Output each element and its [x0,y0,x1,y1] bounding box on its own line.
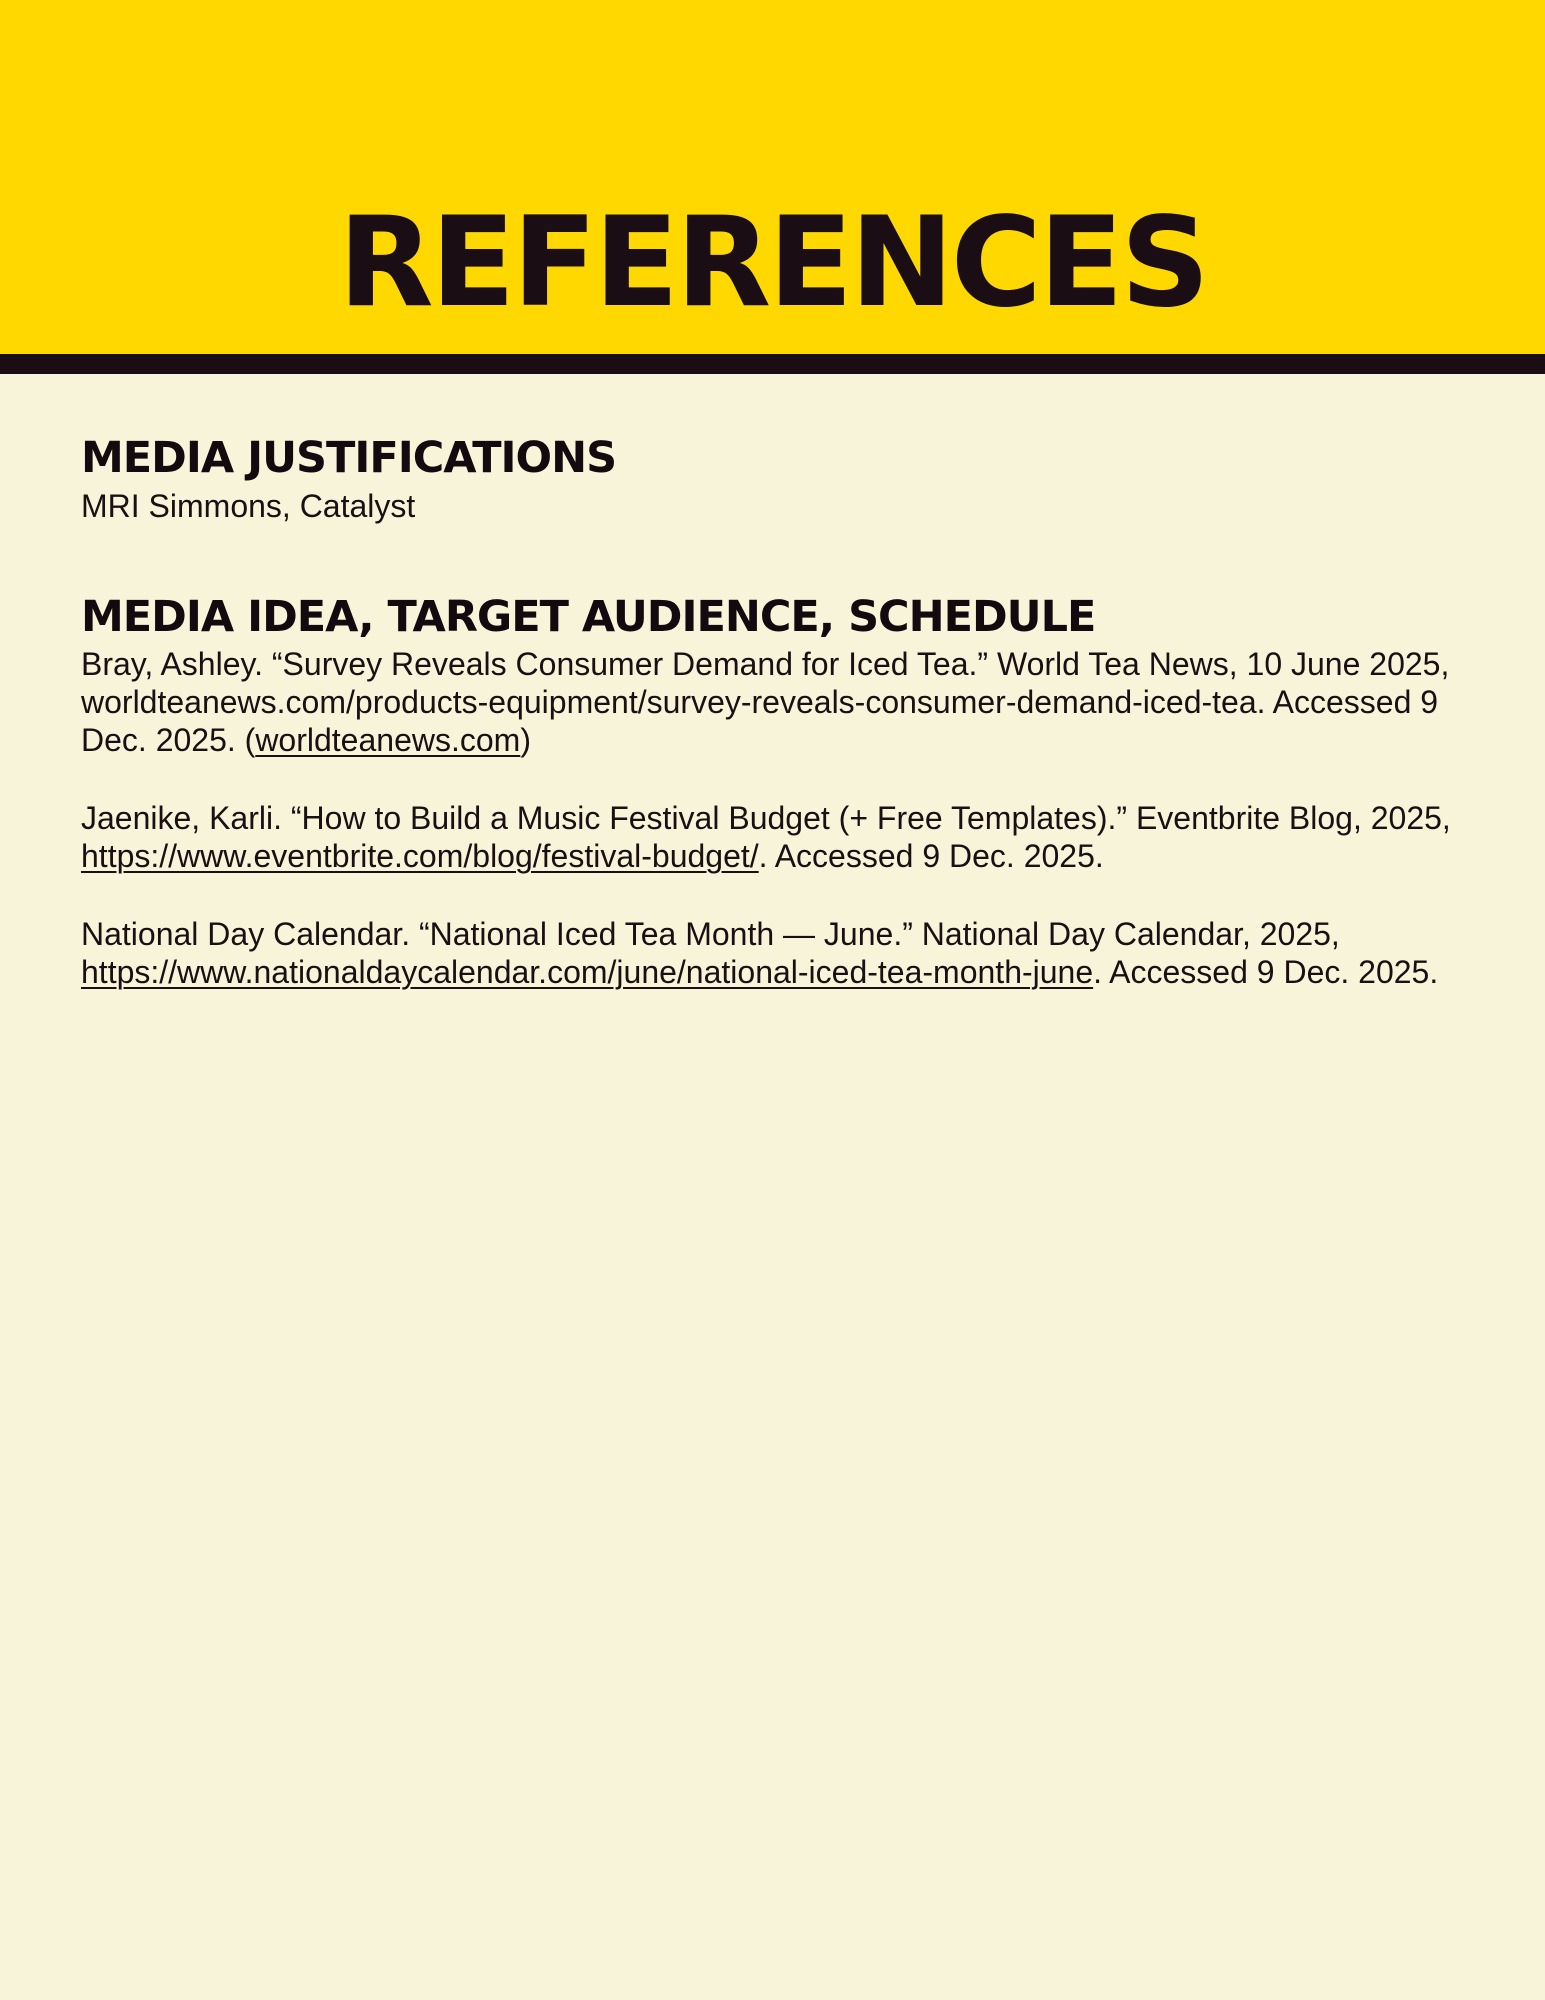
source-text: MRI Simmons, Catalyst [81,488,416,524]
reference-text: ) [520,722,531,758]
reference-text: Jaenike, Karli. “How to Build a Music Festival Budget (+ Free Templates).” Eventbrite Blog, 2025, [81,800,1451,836]
header-divider [0,354,1545,374]
reference-text: . Accessed 9 Dec. 2025. [758,838,1104,874]
reference-text: . Accessed 9 Dec. 2025. [1093,954,1439,990]
section-heading: MEDIA JUSTIFICATIONS [81,433,617,483]
reference-link[interactable]: worldteanews.com [255,722,521,758]
reference-link[interactable]: https://www.nationaldaycalendar.com/june/national-iced-tea-month-june [81,954,1094,990]
reference-entry [81,645,1481,759]
media-justifications-section [81,430,1481,526]
reference-entry [81,799,1481,875]
reference-text: Bray, Ashley. “Survey Reveals Consumer Demand for Iced Tea.” World Tea News, 10 June 2025, worldteanews.com/products-equipment/survey-reveals-consumer-demand-iced-tea. Accessed 9 Dec. 2025. ( [81,646,1450,758]
references-content [81,430,1481,991]
header-banner [0,0,1545,356]
reference-link[interactable]: https://www.eventbrite.com/blog/festival-budget/ [81,838,759,874]
page-title: REFERENCES [338,191,1207,336]
reference-text: National Day Calendar. “National Iced Tea Month — June.” National Day Calendar, 2025, [81,916,1340,952]
media-idea-section [81,589,1481,991]
section-heading: MEDIA IDEA, TARGET AUDIENCE, SCHEDULE [81,592,1096,642]
reference-entry [81,915,1481,991]
